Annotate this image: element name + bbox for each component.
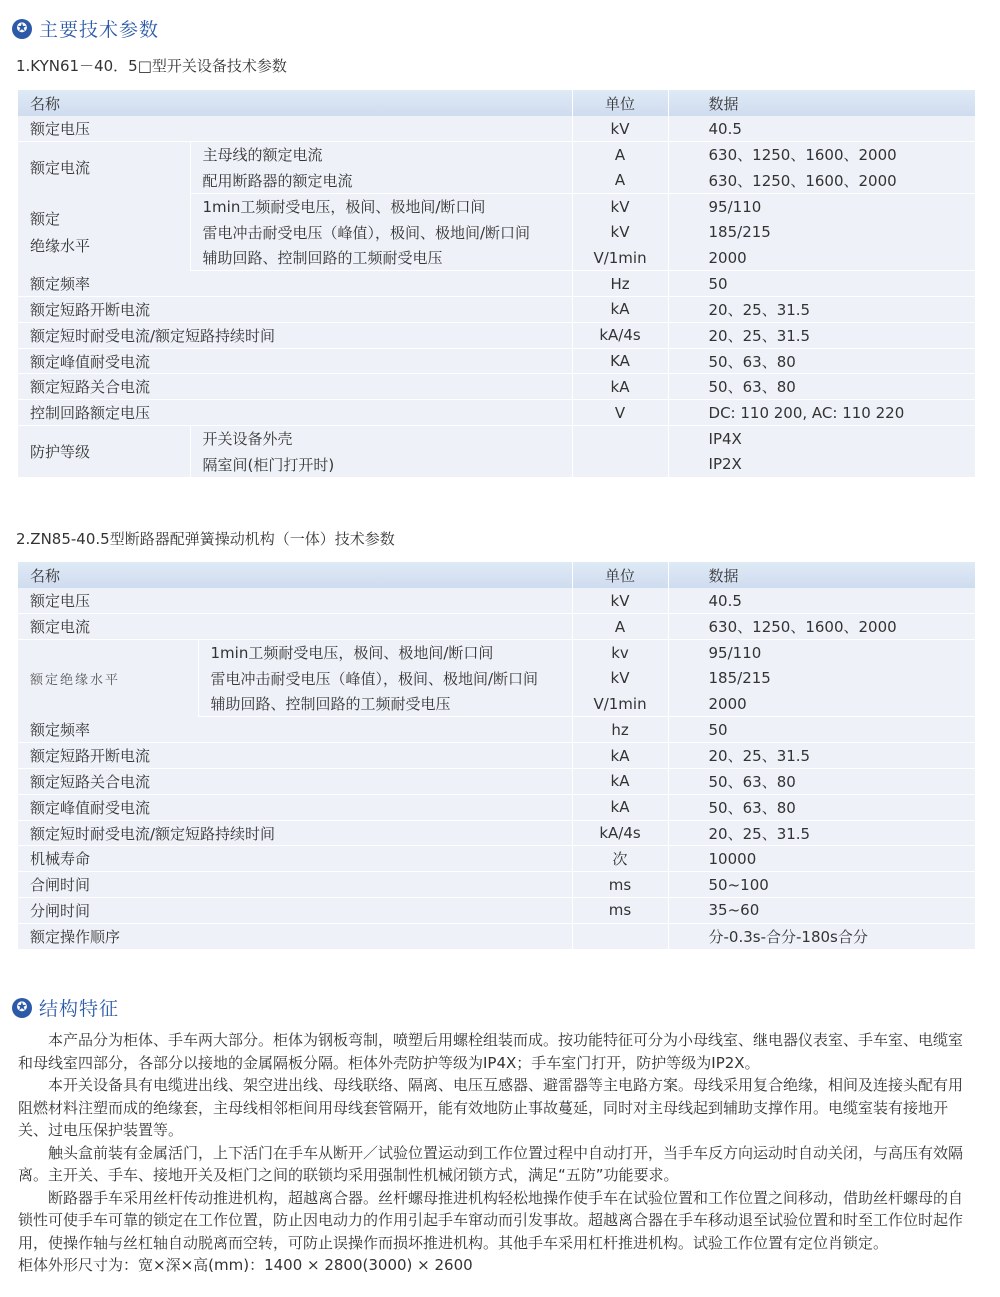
param-value: 35~60 xyxy=(668,898,975,924)
param-unit: A xyxy=(572,142,668,168)
param-name: 额定电压 xyxy=(18,116,572,142)
param-name: 额定频率 xyxy=(18,271,572,297)
param-unit: 次 xyxy=(572,846,668,872)
param-subname: 雷电冲击耐受电压（峰值），极间、极地间/断口间 xyxy=(190,219,572,245)
param-subname: 开关设备外壳 xyxy=(190,426,572,452)
param-value: 630、1250、1600、2000 xyxy=(708,146,897,165)
table-row xyxy=(18,193,975,219)
param-subname: 主母线的额定电流 xyxy=(190,142,572,168)
table-row xyxy=(18,400,975,426)
param-unit: kV xyxy=(572,116,668,142)
param-value: IP4X xyxy=(708,429,742,448)
param-unit: kA xyxy=(572,794,668,820)
param-value: 10000 xyxy=(668,846,975,872)
table-row xyxy=(18,743,975,769)
param-subname: 1min工频耐受电压，极间、极地间/断口间 xyxy=(190,193,572,219)
paragraph: 断路器手车采用丝杆传动推进机构，超越离合器。丝杆螺母推进机构轻松地操作使手车在试验位置和工作位置之间移动，借助丝杆螺母的自锁性可使手车可靠的锁定在工作位置，防止因电动力的作用引起手车窜动而引发事故。超越离合器在手车移动退至试验位置和时至工作位时起作用，使操作轴与丝杠轴自动脱离而空转，可防止误操作而损坏推进机构。其他手车采用杠杆推进机构。试验工作位置有定位肖锁定。 xyxy=(18,1188,964,1252)
param-name: 额定频率 xyxy=(18,717,572,743)
header-name: 名称 xyxy=(18,562,572,588)
param-name: 额定电流 xyxy=(18,614,572,640)
param-name: 额定绝缘水平 xyxy=(18,640,198,717)
param-name: 防护等级 xyxy=(18,426,190,478)
param-value: 2000 xyxy=(668,691,975,717)
header-name: 名称 xyxy=(18,90,572,116)
param-unit: kA xyxy=(572,743,668,769)
param-name: 额定电流 xyxy=(18,142,190,194)
param-unit: V/1min xyxy=(572,691,668,717)
param-value: 50、63、80 xyxy=(668,348,975,374)
param-subname: 辅助回路、控制回路的工频耐受电压 xyxy=(190,245,572,271)
table2-title: 2.ZN85-40.5型断路器配弹簧操动机构（一体）技术参数 xyxy=(16,530,395,548)
param-value: 630、1250、1600、2000 xyxy=(668,614,975,640)
param-unit: kA/4s xyxy=(572,322,668,348)
table-row xyxy=(18,640,975,666)
param-value: 20、25、31.5 xyxy=(668,820,975,846)
param-name: 分闸时间 xyxy=(18,898,572,924)
param-subname: 雷电冲击耐受电压（峰值），极间、极地间/断口间 xyxy=(198,665,572,691)
param-unit: kV xyxy=(572,193,668,219)
table-row xyxy=(18,142,975,168)
paragraph: 本开关设备具有电缆进出线、架空进出线、母线联络、隔离、电压互感器、避雷器等主电路方案。母线采用复合绝缘，相间及连接头配有用阻燃材料注塑而成的绝缘套，主母线相邻柜间用母线套管隔开，能有效地防止事故蔓延，同时对主母线起到辅助支撑作用。电缆室装有接地开关、过电压保护装置等。 xyxy=(18,1076,964,1139)
table-row xyxy=(18,794,975,820)
param-unit: kV xyxy=(572,588,668,614)
table-row xyxy=(18,426,975,452)
table-row xyxy=(18,297,975,323)
param-value: DC: 110 200, AC: 110 220 xyxy=(668,400,975,426)
table-row xyxy=(18,374,975,400)
param-unit: kA xyxy=(572,374,668,400)
param-unit-empty xyxy=(572,426,668,452)
param-unit: kV xyxy=(572,665,668,691)
table1-kyn61-params xyxy=(18,90,975,477)
paragraph: 触头盒前装有金属活门，上下活门在手车从断开／试验位置运动到工作位置过程中自动打开，当手车反方向运动时自动关闭，与高压有效隔离。主开关、手车、接地开关及柜门之间的联锁均采用强制性机械闭锁方式，满足“五防”功能要求。 xyxy=(18,1143,964,1184)
param-value: 50 xyxy=(668,717,975,743)
table2-zn85-params xyxy=(18,562,975,949)
param-name: 机械寿命 xyxy=(18,846,572,872)
param-unit: kA xyxy=(572,297,668,323)
param-unit-empty xyxy=(572,451,668,477)
param-value: 分-0.3s-合分-180s合分 xyxy=(708,928,868,946)
param-value: 20、25、31.5 xyxy=(668,743,975,769)
star-icon: ✪ xyxy=(12,19,32,39)
param-unit: V xyxy=(572,400,668,426)
table-row xyxy=(18,846,975,872)
table-row xyxy=(18,898,975,924)
section-header-structure xyxy=(12,994,119,1021)
header-unit: 单位 xyxy=(572,90,668,116)
header-value: 数据 xyxy=(708,94,739,113)
table1-title: 1.KYN61－40．5□型开关设备技术参数 xyxy=(16,57,287,75)
section-title: 主要技术参数 xyxy=(39,19,160,41)
param-name: 额定短路开断电流 xyxy=(18,743,572,769)
param-value: 50、63、80 xyxy=(668,374,975,400)
param-unit: kA xyxy=(572,769,668,795)
header-value: 数据 xyxy=(708,566,739,585)
param-name: 额定电压 xyxy=(18,588,572,614)
table-row xyxy=(18,923,975,949)
table-row xyxy=(18,348,975,374)
table-row xyxy=(18,614,975,640)
param-subname: 辅助回路、控制回路的工频耐受电压 xyxy=(198,691,572,717)
param-value: 185/215 xyxy=(708,669,771,688)
table-row xyxy=(18,116,975,142)
param-name: 控制回路额定电压 xyxy=(18,400,572,426)
param-subname: 1min工频耐受电压，极间、极地间/断口间 xyxy=(198,640,572,666)
table-header-row xyxy=(18,562,975,588)
table-header-row xyxy=(18,90,975,116)
param-unit: V/1min xyxy=(572,245,668,271)
table-row xyxy=(18,717,975,743)
param-name: 额定短路关合电流 xyxy=(18,769,572,795)
header-unit: 单位 xyxy=(572,562,668,588)
param-subname: 配用断路器的额定电流 xyxy=(190,168,572,194)
param-value: 50 xyxy=(668,271,975,297)
param-unit: KA xyxy=(572,348,668,374)
table-row xyxy=(18,588,975,614)
param-unit: kA/4s xyxy=(572,820,668,846)
param-subname: 隔室间(柜门打开时) xyxy=(190,451,572,477)
param-name: 额定峰值耐受电流 xyxy=(18,348,572,374)
param-unit xyxy=(572,923,668,949)
param-unit: hz xyxy=(572,717,668,743)
param-name: 额定短路关合电流 xyxy=(18,374,572,400)
param-unit: A xyxy=(572,168,668,194)
param-name: 额定短时耐受电流/额定短路持续时间 xyxy=(18,322,572,348)
param-value: 2000 xyxy=(668,245,975,271)
section-title: 结构特征 xyxy=(39,998,120,1020)
param-name-insulation xyxy=(18,193,190,270)
param-name: 合闸时间 xyxy=(18,872,572,898)
param-unit: kv xyxy=(572,640,668,666)
param-value: 20、25、31.5 xyxy=(668,322,975,348)
param-name: 额定短路开断电流 xyxy=(18,297,572,323)
param-value: 95/110 xyxy=(708,197,762,216)
param-unit: kV xyxy=(572,219,668,245)
param-value: 40.5 xyxy=(668,116,975,142)
star-icon: ✪ xyxy=(12,998,32,1018)
param-value: 20、25、31.5 xyxy=(668,297,975,323)
param-value: 40.5 xyxy=(668,588,975,614)
param-value: 95/110 xyxy=(708,643,762,662)
table-row xyxy=(18,820,975,846)
param-value: IP2X xyxy=(708,455,742,474)
structure-description xyxy=(18,1029,976,1277)
param-unit: Hz xyxy=(572,271,668,297)
param-unit: ms xyxy=(572,872,668,898)
param-name-line: 绝缘水平 xyxy=(30,237,91,256)
dimensions-line: 柜体外形尺寸为：宽×深×高(mm)：1400 × 2800(3000) × 2600 xyxy=(18,1256,473,1274)
table-row xyxy=(18,271,975,297)
param-value: 185/215 xyxy=(708,223,771,242)
param-value: 50、63、80 xyxy=(668,794,975,820)
table-row xyxy=(18,769,975,795)
table-row xyxy=(18,872,975,898)
param-name: 额定短时耐受电流/额定短路持续时间 xyxy=(18,820,572,846)
param-name: 额定操作顺序 xyxy=(30,928,121,946)
param-unit: ms xyxy=(572,898,668,924)
param-unit: A xyxy=(572,614,668,640)
table-row xyxy=(18,322,975,348)
param-name: 额定峰值耐受电流 xyxy=(18,794,572,820)
paragraph: 本产品分为柜体、手车两大部分。柜体为钢板弯制，喷塑后用螺栓组装而成。按功能特征可分为小母线室、继电器仪表室、手车室、电缆室和母线室四部分，各部分以接地的金属隔板分隔。柜体外壳防护等级为IP4X；手车室门打开，防护等级为IP2X。 xyxy=(18,1031,964,1072)
param-value: 50、63、80 xyxy=(668,769,975,795)
param-value: 630、1250、1600、2000 xyxy=(668,168,975,194)
param-value: 50~100 xyxy=(668,872,975,898)
section-header-main-params xyxy=(12,15,159,42)
param-name-line: 额定 xyxy=(30,210,61,229)
